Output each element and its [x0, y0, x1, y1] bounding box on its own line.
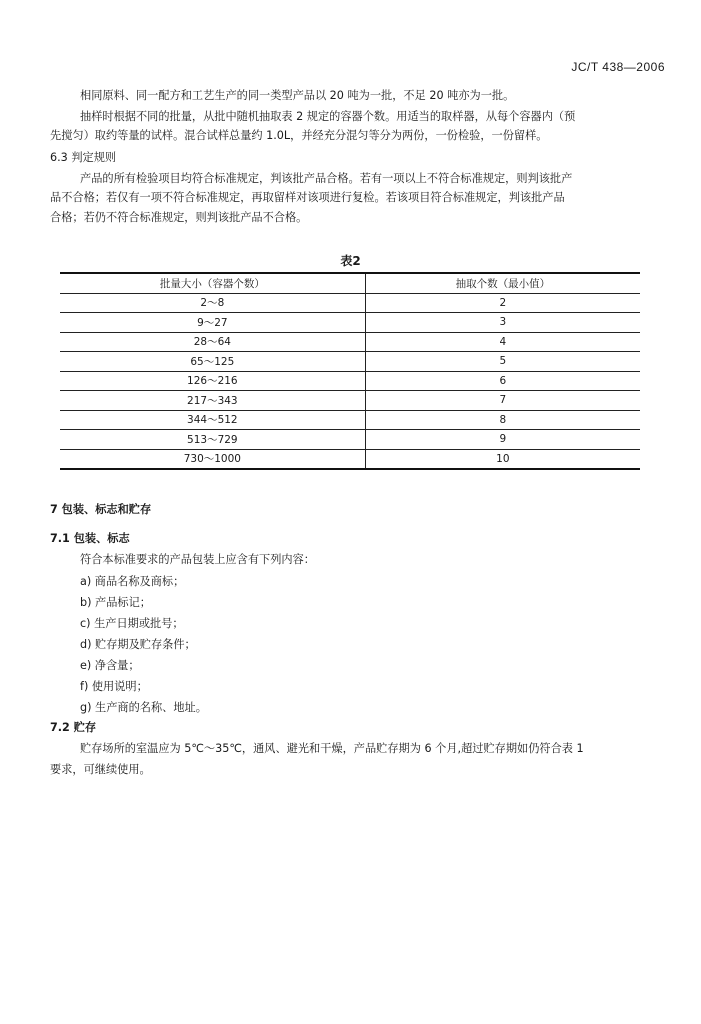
sample-count-cell: 7	[365, 391, 640, 411]
judgement-rules-line3: 合格；若仍不符合标准规定，则判该批产品不合格。	[50, 211, 308, 224]
table-row	[60, 293, 640, 313]
table-row	[60, 332, 640, 352]
batch-size-cell: 2～8	[60, 293, 365, 313]
sample-count-cell: 2	[365, 293, 640, 313]
packaging-list-item: b) 产品标记；	[80, 596, 151, 609]
packaging-list-item: c) 生产日期或批号；	[80, 617, 184, 630]
table-row	[60, 430, 640, 450]
packaging-list-item: g) 生产商的名称、地址。	[80, 701, 207, 714]
column-header-sample-count: 抽取个数（最小值）	[365, 273, 640, 293]
batch-size-cell: 344～512	[60, 410, 365, 430]
section-6-3-heading: 6.3 判定规则	[50, 151, 117, 164]
table-header-row	[60, 273, 640, 293]
column-header-batch-size: 批量大小（容器个数）	[60, 273, 365, 293]
paragraph-sampling-line2: 先搅匀）取约等量的试样。混合试样总量约 1.0L，并经充分混匀等分为两份，一份检验，一份留样。	[50, 129, 548, 142]
table-row	[60, 391, 640, 411]
storage-line2: 要求，可继续使用。	[50, 763, 151, 776]
sample-count-cell: 8	[365, 410, 640, 430]
packaging-list-item: d) 贮存期及贮存条件；	[80, 638, 196, 651]
batch-size-cell: 217～343	[60, 391, 365, 411]
standard-code: JC/T 438—2006	[571, 60, 665, 74]
batch-size-cell: 9～27	[60, 313, 365, 333]
section-7-1-heading: 7.1 包装、标志	[50, 532, 130, 545]
packaging-list-item: e) 净含量；	[80, 659, 140, 672]
table-row	[60, 313, 640, 333]
storage-line1: 贮存场所的室温应为 5℃～35℃，通风、避光和干燥，产品贮存期为 6 个月,超过贮存期如仍符合表 1	[80, 742, 584, 755]
judgement-rules-line2: 品不合格；若仅有一项不符合标准规定，再取留样对该项进行复检。若该项目符合标准规定，判该批产品	[50, 191, 565, 204]
table-row	[60, 410, 640, 430]
sample-count-cell: 6	[365, 371, 640, 391]
table-row	[60, 371, 640, 391]
table-2-title: 表2	[340, 254, 361, 268]
sample-count-cell: 9	[365, 430, 640, 450]
packaging-list-item: a) 商品名称及商标；	[80, 575, 185, 588]
packaging-intro: 符合本标准要求的产品包装上应含有下列内容：	[80, 553, 315, 566]
section-7-heading: 7 包装、标志和贮存	[50, 503, 152, 516]
judgement-rules-line1: 产品的所有检验项目均符合标准规定，判该批产品合格。若有一项以上不符合标准规定，则判该批产	[80, 172, 573, 185]
table-row	[60, 449, 640, 469]
sample-count-cell: 3	[365, 313, 640, 333]
batch-size-cell: 126～216	[60, 371, 365, 391]
batch-size-cell: 65～125	[60, 352, 365, 372]
section-7-2-heading: 7.2 贮存	[50, 721, 97, 734]
table-row	[60, 352, 640, 372]
sample-count-cell: 10	[365, 449, 640, 469]
packaging-list-item: f) 使用说明；	[80, 680, 148, 693]
table-2	[60, 272, 640, 470]
paragraph-batch-definition: 相同原料、同一配方和工艺生产的同一类型产品以 20 吨为一批，不足 20 吨亦为一批。	[80, 89, 515, 102]
sample-count-cell: 4	[365, 332, 640, 352]
batch-size-cell: 28～64	[60, 332, 365, 352]
batch-size-cell: 730～1000	[60, 449, 365, 469]
sample-count-cell: 5	[365, 352, 640, 372]
batch-size-cell: 513～729	[60, 430, 365, 450]
paragraph-sampling-line1: 抽样时根据不同的批量，从批中随机抽取表 2 规定的容器个数。用适当的取样器，从每个容器内（预	[80, 110, 576, 123]
